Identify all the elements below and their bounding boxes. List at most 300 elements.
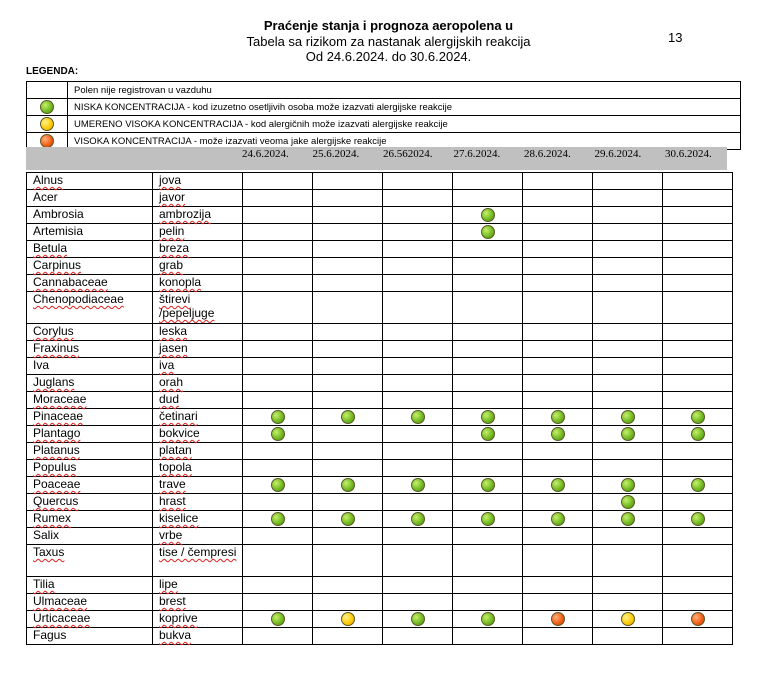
local-name-cell [153,409,243,426]
concentration-cell [593,577,663,594]
low-concentration-dot-icon [411,612,425,626]
local-name-cell [153,241,243,258]
concentration-cell [243,173,313,190]
concentration-cell [313,224,383,241]
concentration-cell [453,224,523,241]
local-name: ambrozija [159,207,212,221]
latin-name-cell [27,375,153,392]
latin-name-cell [27,341,153,358]
concentration-cell [383,258,453,275]
concentration-cell [383,477,453,494]
table-row [27,341,733,358]
concentration-cell [523,173,593,190]
table-row [27,324,733,341]
concentration-cell [243,477,313,494]
low-concentration-dot-icon [481,427,495,441]
concentration-cell [453,477,523,494]
concentration-cell [663,258,733,275]
latin-name: Taxus [33,545,65,559]
latin-name: Platanus [33,443,80,457]
local-name: pelin [159,224,185,238]
concentration-cell [593,392,663,409]
concentration-cell [663,292,733,324]
concentration-cell [593,258,663,275]
concentration-cell [313,258,383,275]
table-row [27,594,733,611]
table-row [27,528,733,545]
concentration-cell [383,494,453,511]
latin-name-cell [27,611,153,628]
local-name-cell [153,392,243,409]
concentration-cell [593,528,663,545]
low-concentration-dot-icon [691,512,705,526]
latin-name-cell [27,577,153,594]
legend-high-dot-icon [40,134,54,148]
concentration-cell [313,392,383,409]
concentration-cell [243,341,313,358]
concentration-cell [453,341,523,358]
pollen-table [26,172,733,645]
latin-name-cell [27,173,153,190]
concentration-cell [383,511,453,528]
latin-name: Ambrosia [33,207,84,221]
concentration-cell [523,375,593,392]
table-row [27,241,733,258]
legend-title: LEGENDA: [26,66,79,77]
table-row [27,292,733,324]
concentration-cell [453,494,523,511]
date-range: Od 24.6.2024. do 30.6.2024. [305,49,472,64]
concentration-cell [313,528,383,545]
concentration-cell [383,611,453,628]
concentration-cell [453,628,523,645]
local-name-cell [153,426,243,443]
latin-name-cell [27,358,153,375]
low-concentration-dot-icon [271,427,285,441]
concentration-cell [453,528,523,545]
concentration-cell [243,324,313,341]
table-row [27,443,733,460]
concentration-cell [383,358,453,375]
concentration-cell [243,545,313,577]
low-concentration-dot-icon [271,512,285,526]
concentration-cell [663,409,733,426]
concentration-cell [593,292,663,324]
concentration-cell [383,173,453,190]
latin-name-cell [27,628,153,645]
local-name: topola [159,460,192,474]
low-concentration-dot-icon [621,410,635,424]
concentration-cell [593,611,663,628]
legend-table [26,81,741,150]
latin-name: Alnus [33,173,64,187]
legend-row [27,116,741,133]
latin-name: Juglans [33,375,75,389]
table-row [27,460,733,477]
concentration-cell [523,511,593,528]
concentration-cell [243,241,313,258]
local-name-cell [153,611,243,628]
concentration-cell [663,207,733,224]
concentration-cell [313,292,383,324]
date-header: 30.6.2024. [665,148,712,160]
local-name-cell [153,358,243,375]
concentration-cell [243,511,313,528]
concentration-cell [523,241,593,258]
local-name: lipe [159,577,178,591]
table-row [27,409,733,426]
concentration-cell [383,341,453,358]
concentration-cell [453,611,523,628]
latin-name-cell [27,409,153,426]
legend-moderate-dot-icon [40,117,54,131]
low-concentration-dot-icon [691,427,705,441]
moderate-concentration-dot-icon [621,612,635,626]
concentration-cell [383,375,453,392]
concentration-cell [523,494,593,511]
moderate-concentration-dot-icon [341,612,355,626]
concentration-cell [453,594,523,611]
concentration-cell [313,628,383,645]
low-concentration-dot-icon [621,478,635,492]
local-name: dud [159,392,180,406]
concentration-cell [243,258,313,275]
latin-name: Urticaceae [33,611,91,625]
concentration-cell [383,409,453,426]
concentration-cell [313,545,383,577]
latin-name-cell [27,594,153,611]
table-row [27,611,733,628]
concentration-cell [593,207,663,224]
concentration-cell [453,392,523,409]
local-name: breza [159,241,190,255]
concentration-cell [313,190,383,207]
concentration-cell [523,341,593,358]
concentration-cell [313,341,383,358]
local-name-cell [153,577,243,594]
concentration-cell [243,460,313,477]
concentration-cell [663,324,733,341]
concentration-cell [313,477,383,494]
concentration-cell [523,628,593,645]
concentration-cell [243,494,313,511]
concentration-cell [453,241,523,258]
concentration-cell [593,409,663,426]
concentration-cell [383,190,453,207]
latin-name: Plantago [33,426,81,440]
legend-row [27,82,741,99]
concentration-cell [663,477,733,494]
concentration-cell [663,494,733,511]
concentration-cell [383,545,453,577]
concentration-cell [593,341,663,358]
concentration-cell [663,628,733,645]
concentration-cell [523,275,593,292]
legend-text: UMERENO VISOKA KONCENTRACIJA - kod alergičnih može izazvati alergijske reakcije [68,116,741,133]
low-concentration-dot-icon [341,512,355,526]
latin-name: Fagus [33,628,67,642]
latin-name-cell [27,241,153,258]
local-name: štirevi /pepeljuge [159,292,215,320]
latin-name: Salix [33,528,60,542]
latin-name-cell [27,275,153,292]
concentration-cell [593,375,663,392]
concentration-cell [453,324,523,341]
low-concentration-dot-icon [271,478,285,492]
table-row [27,258,733,275]
concentration-cell [453,545,523,577]
concentration-cell [663,173,733,190]
concentration-cell [523,292,593,324]
concentration-cell [243,392,313,409]
latin-name-cell [27,511,153,528]
concentration-cell [243,207,313,224]
low-concentration-dot-icon [481,225,495,239]
legend-text: Polen nije registrovan u vazduhu [68,82,741,99]
concentration-cell [523,207,593,224]
local-name: bukva [159,628,192,642]
latin-name-cell [27,545,153,577]
table-row [27,628,733,645]
local-name-cell [153,511,243,528]
local-name: bokvice [159,426,200,440]
local-name-cell [153,477,243,494]
local-name: orah [159,375,184,389]
latin-name: Tilia [33,577,55,591]
concentration-cell [593,173,663,190]
concentration-cell [243,275,313,292]
document-subtitle: Tabela sa rizikom za nastanak alergijskih reakcija [246,34,531,49]
concentration-cell [453,375,523,392]
table-row [27,511,733,528]
local-name-cell [153,341,243,358]
concentration-cell [523,443,593,460]
concentration-cell [453,207,523,224]
low-concentration-dot-icon [411,410,425,424]
latin-name: Corylus [33,324,74,338]
legend-icon-cell [27,116,68,133]
latin-name: Populus [33,460,77,474]
latin-name: Ulmaceae [33,594,88,608]
concentration-cell [593,426,663,443]
local-name-cell [153,628,243,645]
local-name: jova [159,173,182,187]
concentration-cell [383,594,453,611]
concentration-cell [383,275,453,292]
local-name-cell [153,190,243,207]
concentration-cell [313,460,383,477]
table-row [27,358,733,375]
table-row [27,494,733,511]
concentration-cell [453,409,523,426]
table-row [27,207,733,224]
concentration-cell [593,494,663,511]
concentration-cell [383,324,453,341]
table-row [27,477,733,494]
latin-name-cell [27,258,153,275]
low-concentration-dot-icon [551,512,565,526]
concentration-cell [383,628,453,645]
date-header: 26.562024. [383,148,433,160]
latin-name-cell [27,443,153,460]
low-concentration-dot-icon [551,478,565,492]
concentration-cell [523,477,593,494]
latin-name: Artemisia [33,224,84,238]
low-concentration-dot-icon [481,512,495,526]
table-row [27,545,733,577]
concentration-cell [523,409,593,426]
low-concentration-dot-icon [481,410,495,424]
concentration-cell [243,224,313,241]
low-concentration-dot-icon [551,427,565,441]
date-header-bar [26,147,727,170]
local-name: četinari [159,409,198,423]
concentration-cell [313,375,383,392]
concentration-cell [663,511,733,528]
local-name-cell [153,528,243,545]
legend-text: NISKA KONCENTRACIJA - kod izuzetno osetljivih osoba može izazvati alergijske reakcije [68,99,741,116]
table-row [27,173,733,190]
concentration-cell [243,375,313,392]
concentration-cell [453,190,523,207]
latin-name: Carpinus [33,258,82,272]
low-concentration-dot-icon [481,612,495,626]
low-concentration-dot-icon [271,410,285,424]
latin-name-cell [27,392,153,409]
latin-name-cell [27,292,153,324]
local-name-cell [153,324,243,341]
concentration-cell [593,324,663,341]
local-name-cell [153,460,243,477]
latin-name: Moraceae [33,392,87,406]
concentration-cell [593,460,663,477]
local-name: kiselice [159,511,199,525]
table-row [27,426,733,443]
concentration-cell [313,324,383,341]
local-name-cell [153,224,243,241]
concentration-cell [663,375,733,392]
concentration-cell [523,594,593,611]
concentration-cell [313,577,383,594]
concentration-cell [453,292,523,324]
latin-name-cell [27,426,153,443]
legend-icon-cell [27,99,68,116]
low-concentration-dot-icon [411,478,425,492]
date-header: 24.6.2024. [242,148,289,160]
concentration-cell [523,460,593,477]
concentration-cell [523,528,593,545]
concentration-cell [313,173,383,190]
concentration-cell [453,443,523,460]
concentration-cell [523,358,593,375]
table-row [27,375,733,392]
local-name: iva [159,358,175,372]
concentration-cell [523,190,593,207]
concentration-cell [243,443,313,460]
concentration-cell [663,443,733,460]
low-concentration-dot-icon [621,427,635,441]
concentration-cell [243,577,313,594]
concentration-cell [663,341,733,358]
latin-name: Acer [33,190,58,204]
local-name-cell [153,173,243,190]
concentration-cell [523,224,593,241]
latin-name: Iva [33,358,50,372]
low-concentration-dot-icon [481,208,495,222]
latin-name: Betula [33,241,68,255]
concentration-cell [313,275,383,292]
concentration-cell [663,460,733,477]
concentration-cell [663,528,733,545]
latin-name-cell [27,207,153,224]
concentration-cell [453,426,523,443]
concentration-cell [593,241,663,258]
local-name-cell [153,443,243,460]
concentration-cell [313,207,383,224]
concentration-cell [243,528,313,545]
concentration-cell [243,594,313,611]
concentration-cell [523,426,593,443]
local-name: konopla [159,275,202,289]
page-number: 13 [668,30,683,45]
concentration-cell [383,241,453,258]
legend-icon-cell [27,82,68,99]
low-concentration-dot-icon [411,512,425,526]
local-name-cell [153,545,243,577]
latin-name-cell [27,477,153,494]
date-header: 28.6.2024. [524,148,571,160]
concentration-cell [593,190,663,207]
table-row [27,275,733,292]
latin-name: Poaceae [33,477,81,491]
local-name-cell [153,258,243,275]
local-name-cell [153,375,243,392]
concentration-cell [453,258,523,275]
concentration-cell [593,224,663,241]
latin-name: Cannabaceae [33,275,108,289]
local-name-cell [153,494,243,511]
concentration-cell [663,190,733,207]
document-title: Praćenje stanja i prognoza aeropolena u [263,18,514,33]
low-concentration-dot-icon [341,478,355,492]
local-name: koprive [159,611,198,625]
high-concentration-dot-icon [691,612,705,626]
local-name-cell [153,292,243,324]
latin-name-cell [27,460,153,477]
local-name: brest [159,594,186,608]
concentration-cell [593,594,663,611]
low-concentration-dot-icon [481,478,495,492]
table-row [27,190,733,207]
concentration-cell [243,292,313,324]
concentration-cell [593,545,663,577]
low-concentration-dot-icon [341,410,355,424]
table-row [27,392,733,409]
low-concentration-dot-icon [551,410,565,424]
concentration-cell [663,545,733,577]
concentration-cell [313,611,383,628]
local-name-cell [153,594,243,611]
concentration-cell [523,324,593,341]
concentration-cell [383,292,453,324]
local-name: platan [159,443,192,457]
concentration-cell [383,577,453,594]
latin-name-cell [27,494,153,511]
concentration-cell [663,426,733,443]
local-name-cell [153,207,243,224]
concentration-cell [313,358,383,375]
latin-name-cell [27,324,153,341]
